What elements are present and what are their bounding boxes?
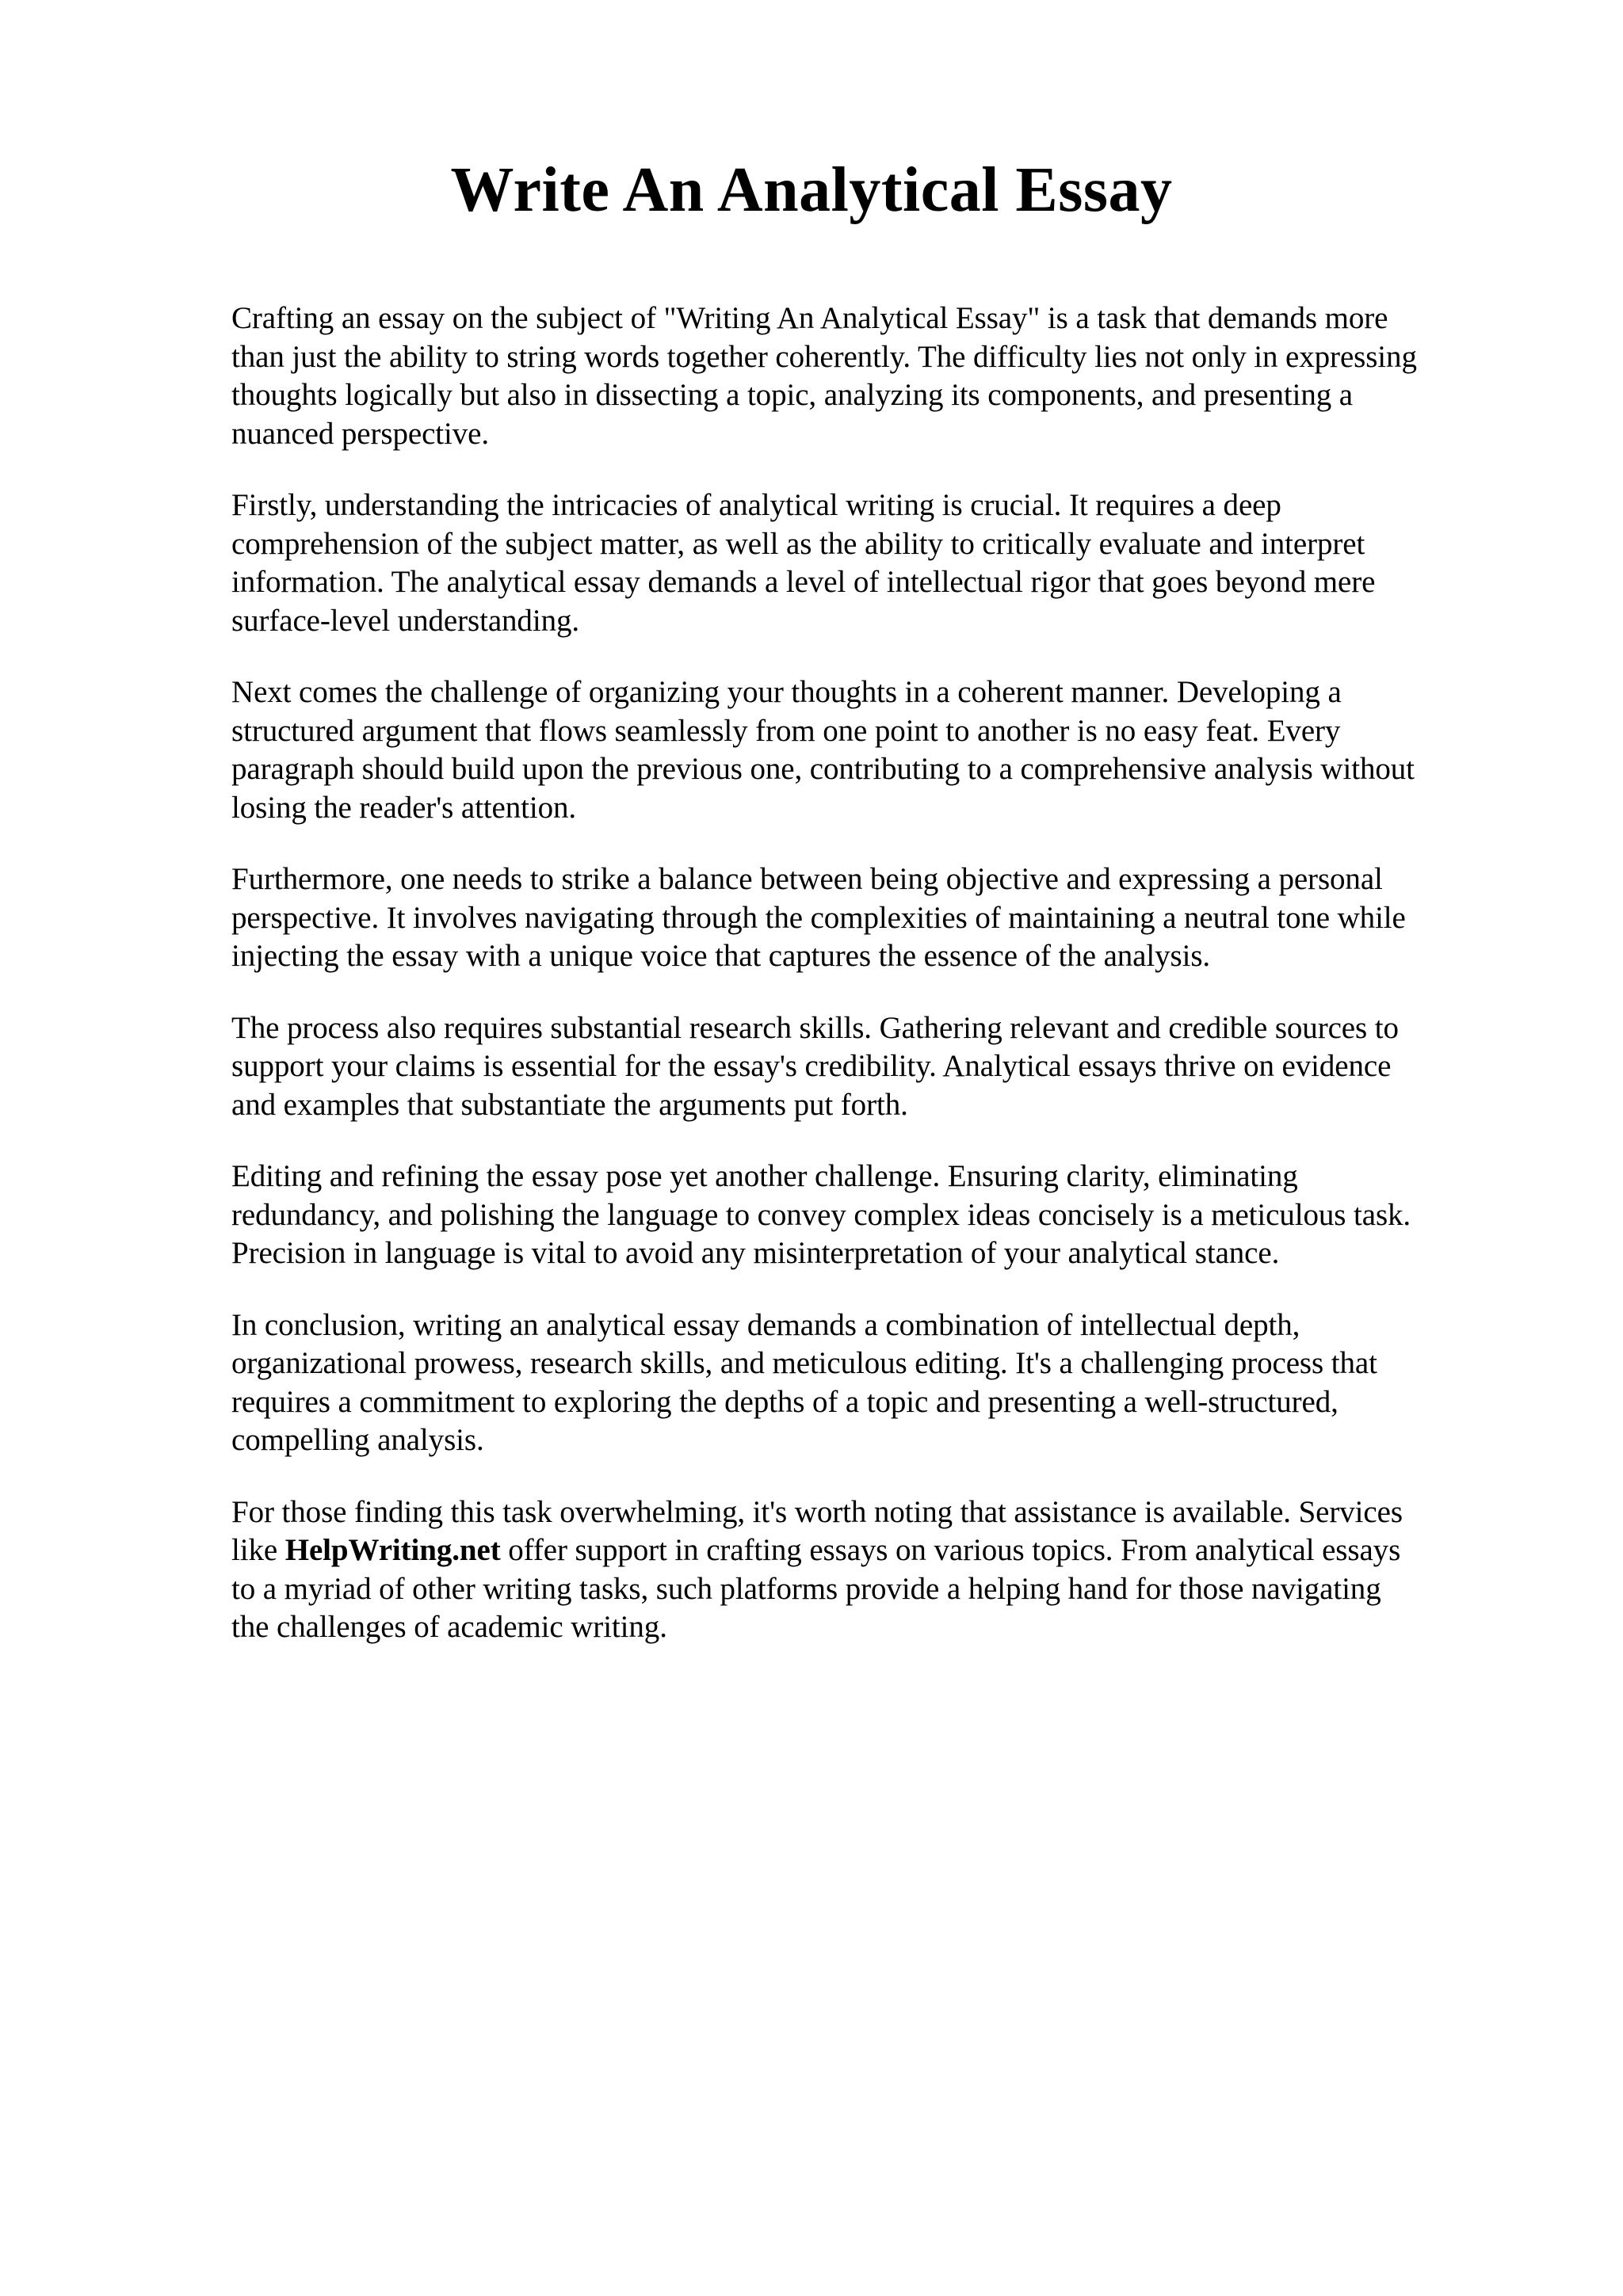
paragraph-line: requires a commitment to exploring the depths of a topic and presenting a well-structured, (231, 1384, 1338, 1419)
paragraph-line: losing the reader's attention. (231, 790, 577, 825)
paragraph-line: For those finding this task overwhelming, it's worth noting that assistance is available. Services (231, 1494, 1403, 1529)
paragraph-line: The process also requires substantial research skills. Gathering relevant and credible sources to (231, 1010, 1399, 1045)
page-title: Write An Analytical Essay (450, 155, 1173, 225)
paragraph-line: nuanced perspective. (231, 416, 490, 451)
paragraph-line: Editing and refining the essay pose yet another challenge. Ensuring clarity, eliminating (231, 1159, 1298, 1193)
paragraph-line: Crafting an essay on the subject of "Writing An Analytical Essay" is a task that demands more (231, 301, 1388, 335)
paragraph-list (231, 299, 1515, 1460)
essay-paragraph (231, 299, 1515, 453)
essay-paragraph (231, 1009, 1515, 1125)
paragraph-line: structured argument that flows seamlessly from one point to another is no easy feat. Every (231, 713, 1341, 748)
paragraph-line (231, 1531, 1515, 1570)
paragraph-line: comprehension of the subject matter, as well as the ability to critically evaluate and interpret (231, 526, 1365, 561)
paragraph-line: thoughts logically but also in dissecting a topic, analyzing its components, and presenting a (231, 378, 1354, 412)
paragraph-line: perspective. It involves navigating through the complexities of maintaining a neutral tone while (231, 900, 1406, 935)
paragraph-line: redundancy, and polishing the language to convey complex ideas concisely is a meticulous task. (231, 1197, 1411, 1232)
paragraph-line: than just the ability to string words together coherently. The difficulty lies not only in expressing (231, 339, 1417, 374)
essay-paragraph (231, 860, 1515, 976)
essay-paragraph (231, 486, 1515, 640)
brand-link-text: HelpWriting.net (285, 1533, 501, 1567)
paragraph-line: paragraph should build upon the previous one, contributing to a comprehensive analysis without (231, 752, 1415, 786)
paragraph-line: Next comes the challenge of organizing your thoughts in a coherent manner. Developing a (231, 675, 1342, 709)
essay-body (231, 299, 1515, 1680)
paragraph-line: organizational prowess, research skills, and meticulous editing. It's a challenging process that (231, 1346, 1377, 1380)
paragraph-line: Firstly, understanding the intricacies of analytical writing is crucial. It requires a deep (231, 488, 1281, 522)
line-text: like (231, 1533, 285, 1567)
paragraph-line: Furthermore, one needs to strike a balance between being objective and expressing a personal (231, 862, 1383, 896)
paragraph-line: support your claims is essential for the essay's credibility. Analytical essays thrive on evidence (231, 1049, 1392, 1083)
essay-paragraph (231, 1306, 1515, 1460)
paragraph-line: and examples that substantiate the arguments put forth. (231, 1087, 908, 1122)
paragraph-line: surface-level understanding. (231, 603, 580, 638)
paragraph-line: to a myriad of other writing tasks, such platforms provide a helping hand for those navigating (231, 1571, 1381, 1606)
essay-paragraph (231, 1158, 1515, 1273)
paragraph-line: Precision in language is vital to avoid any misinterpretation of your analytical stance. (231, 1236, 1280, 1270)
line-text: offer support in crafting essays on various topics. From analytical essays (500, 1533, 1401, 1567)
closing-paragraph (231, 1493, 1515, 1647)
paragraph-line: injecting the essay with a unique voice that captures the essence of the analysis. (231, 939, 1211, 973)
paragraph-line: the challenges of academic writing. (231, 1610, 667, 1644)
paragraph-line: information. The analytical essay demands a level of intellectual rigor that goes beyond mere (231, 565, 1376, 599)
paragraph-line: In conclusion, writing an analytical essay demands a combination of intellectual depth, (231, 1307, 1300, 1342)
paragraph-line: compelling analysis. (231, 1423, 484, 1457)
essay-paragraph (231, 673, 1515, 827)
